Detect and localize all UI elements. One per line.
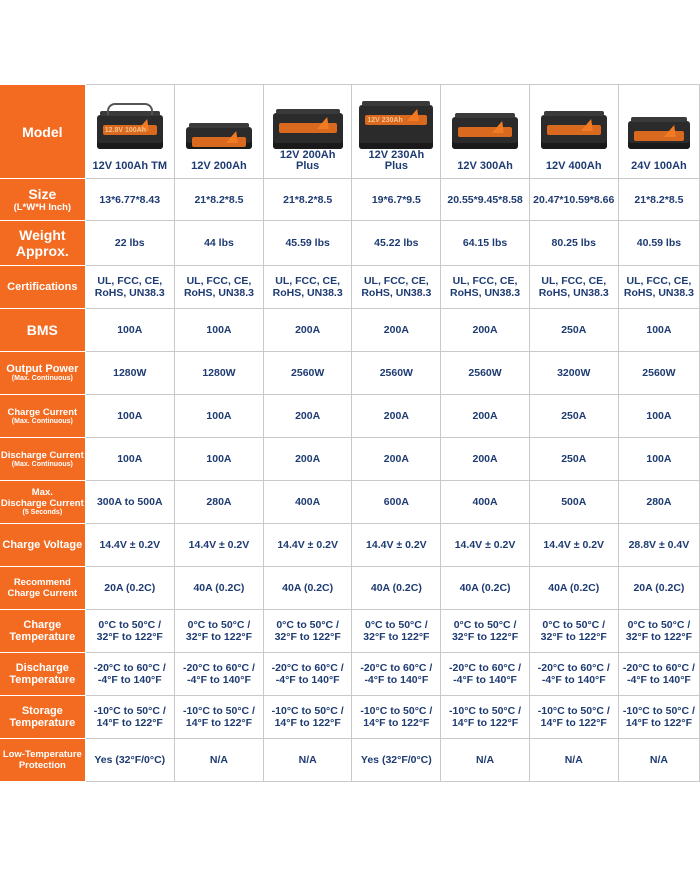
row-weight <box>0 221 700 266</box>
charge-cell: 200A <box>264 395 352 438</box>
st-cell <box>529 696 618 739</box>
label-recommend: Recommend Charge Current <box>0 567 85 610</box>
battery-image <box>264 89 351 149</box>
st-line: -10°C to 50°C / <box>537 705 610 717</box>
voltage-cell: 14.4V ± 0.2V <box>441 524 529 567</box>
recommend-cell: 20A (0.2C) <box>85 567 174 610</box>
dt-cell <box>174 653 263 696</box>
cert-line: UL, FCC, CE, <box>275 275 341 287</box>
output-cell: 2560W <box>618 352 699 395</box>
model-name <box>352 150 440 172</box>
row-discharge-current <box>0 438 700 481</box>
bms-cell: 100A <box>85 309 174 352</box>
dt-cell <box>441 653 529 696</box>
cert-line: RoHS, UN38.3 <box>623 287 694 299</box>
st-line: -10°C to 50°C / <box>93 705 166 717</box>
battery-image <box>352 89 440 149</box>
dt-line: -20°C to 60°C / <box>622 662 695 674</box>
recommend-cell: 40A (0.2C) <box>264 567 352 610</box>
discharge-cell: 200A <box>264 438 352 481</box>
size-cell: 21*8.2*8.5 <box>174 179 263 221</box>
model-name <box>530 161 618 172</box>
model-name-suffix: Plus <box>384 160 408 172</box>
discharge-cell: 100A <box>174 438 263 481</box>
battery-icon <box>273 113 343 149</box>
voltage-cell: 14.4V ± 0.2V <box>174 524 263 567</box>
model-name <box>86 161 174 172</box>
cert-cell <box>264 266 352 309</box>
cert-line: RoHS, UN38.3 <box>94 287 165 299</box>
low_temp-cell: N/A <box>441 739 529 782</box>
row-charge-current <box>0 395 700 438</box>
label-max-discharge: Max. Discharge Current (5 Seconds) <box>0 481 85 524</box>
discharge-cell: 250A <box>529 438 618 481</box>
dt-cell <box>529 653 618 696</box>
st-cell <box>85 696 174 739</box>
label-charge-voltage: Charge Voltage <box>0 524 85 567</box>
ct-line: 0°C to 50°C / <box>98 619 162 631</box>
label-output-power: Output Power (Max. Continuous) <box>0 352 85 395</box>
low_temp-cell: Yes (32°F/0°C) <box>352 739 441 782</box>
ct-line: 32°F to 122°F <box>363 631 430 643</box>
recommend-cell: 40A (0.2C) <box>174 567 263 610</box>
row-bms <box>0 309 700 352</box>
label-certifications: Certifications <box>0 266 85 309</box>
label-discharge-temperature: Discharge Temperature <box>0 653 85 696</box>
ct-line: 0°C to 50°C / <box>542 619 606 631</box>
dt-line: -20°C to 60°C / <box>271 662 344 674</box>
label-discharge-current: Discharge Current (Max. Continuous) <box>0 438 85 481</box>
row-max-discharge <box>0 481 700 524</box>
ct-cell <box>441 610 529 653</box>
st-cell <box>174 696 263 739</box>
model-name <box>175 161 263 172</box>
bms-cell: 100A <box>174 309 263 352</box>
cert-cell <box>85 266 174 309</box>
cert-line: UL, FCC, CE, <box>452 275 518 287</box>
size-cell: 21*8.2*8.5 <box>618 179 699 221</box>
model-name-line: 24V 100Ah <box>631 160 687 172</box>
cert-cell <box>618 266 699 309</box>
st-line: 14°F to 122°F <box>96 717 163 729</box>
cert-line: UL, FCC, CE, <box>541 275 607 287</box>
label-model: Model <box>0 85 85 179</box>
st-line: 14°F to 122°F <box>451 717 519 729</box>
dt-line: -20°C to 60°C / <box>182 662 255 674</box>
model-cell <box>441 85 529 179</box>
discharge-cell: 200A <box>352 438 441 481</box>
voltage-cell: 14.4V ± 0.2V <box>85 524 174 567</box>
ct-cell <box>352 610 441 653</box>
weight-cell: 64.15 lbs <box>441 221 529 266</box>
st-cell <box>352 696 441 739</box>
dt-line: -4°F to 140°F <box>275 674 340 686</box>
st-line: -10°C to 50°C / <box>622 705 695 717</box>
cert-line: RoHS, UN38.3 <box>450 287 521 299</box>
cert-line: RoHS, UN38.3 <box>272 287 343 299</box>
recommend-cell: 20A (0.2C) <box>618 567 699 610</box>
cert-line: RoHS, UN38.3 <box>361 287 432 299</box>
cert-line: RoHS, UN38.3 <box>183 287 254 299</box>
label-charge-current: Charge Current (Max. Continuous) <box>0 395 85 438</box>
cert-line: RoHS, UN38.3 <box>538 287 609 299</box>
st-cell <box>618 696 699 739</box>
st-line: 14°F to 122°F <box>540 717 607 729</box>
charge-cell: 200A <box>352 395 441 438</box>
ct-cell <box>529 610 618 653</box>
output-cell: 1280W <box>85 352 174 395</box>
charge-cell: 200A <box>441 395 529 438</box>
ct-line: 32°F to 122°F <box>451 631 519 643</box>
dt-line: -4°F to 140°F <box>541 674 606 686</box>
size-cell: 13*6.77*8.43 <box>85 179 174 221</box>
voltage-cell: 14.4V ± 0.2V <box>529 524 618 567</box>
cert-line: UL, FCC, CE, <box>97 275 163 287</box>
charge-cell: 250A <box>529 395 618 438</box>
charge-cell: 100A <box>85 395 174 438</box>
max_discharge-cell: 280A <box>174 481 263 524</box>
model-name-line: 12V 230Ah <box>368 149 425 161</box>
output-cell: 2560W <box>352 352 441 395</box>
bms-cell: 100A <box>618 309 699 352</box>
model-cell <box>85 85 174 179</box>
cert-line: UL, FCC, CE, <box>186 275 252 287</box>
recommend-cell: 40A (0.2C) <box>441 567 529 610</box>
voltage-cell: 28.8V ± 0.4V <box>618 524 699 567</box>
dt-line: -4°F to 140°F <box>453 674 517 686</box>
weight-cell: 40.59 lbs <box>618 221 699 266</box>
cert-cell <box>174 266 263 309</box>
dt-line: -20°C to 60°C / <box>360 662 433 674</box>
model-name <box>441 161 528 172</box>
weight-cell: 45.59 lbs <box>264 221 352 266</box>
row-discharge-temperature <box>0 653 700 696</box>
dt-cell <box>618 653 699 696</box>
row-size <box>0 179 700 221</box>
battery-icon <box>452 117 518 149</box>
model-name-suffix: Plus <box>296 160 320 172</box>
voltage-cell: 14.4V ± 0.2V <box>264 524 352 567</box>
battery-label: 12.8V 100Ah <box>104 127 146 134</box>
dt-cell <box>264 653 352 696</box>
discharge-cell: 100A <box>618 438 699 481</box>
st-line: 14°F to 122°F <box>185 717 253 729</box>
output-cell: 3200W <box>529 352 618 395</box>
label-storage-temperature: Storage Temperature <box>0 696 85 739</box>
st-cell <box>441 696 529 739</box>
dt-line: -20°C to 60°C / <box>93 662 166 674</box>
cert-line: UL, FCC, CE, <box>626 275 692 287</box>
model-cell <box>529 85 618 179</box>
cert-cell <box>529 266 618 309</box>
weight-cell: 45.22 lbs <box>352 221 441 266</box>
recommend-cell: 40A (0.2C) <box>529 567 618 610</box>
output-cell: 1280W <box>174 352 263 395</box>
model-name <box>619 161 699 172</box>
output-cell: 2560W <box>441 352 529 395</box>
cert-cell <box>352 266 441 309</box>
ct-line: 32°F to 122°F <box>274 631 341 643</box>
row-recommend <box>0 567 700 610</box>
ct-line: 0°C to 50°C / <box>365 619 428 631</box>
ct-line: 0°C to 50°C / <box>453 619 517 631</box>
dt-line: -20°C to 60°C / <box>537 662 610 674</box>
bms-cell: 200A <box>441 309 529 352</box>
low_temp-cell: N/A <box>618 739 699 782</box>
model-name-line: 12V 100Ah TM <box>92 160 168 172</box>
st-line: -10°C to 50°C / <box>182 705 255 717</box>
battery-icon <box>97 115 163 149</box>
discharge-cell: 200A <box>441 438 529 481</box>
row-output-power <box>0 352 700 395</box>
label-charge-temperature: Charge Temperature <box>0 610 85 653</box>
model-name-line: 12V 300Ah <box>457 160 513 172</box>
low_temp-cell: N/A <box>264 739 352 782</box>
low_temp-cell: Yes (32°F/0°C) <box>85 739 174 782</box>
ct-line: 0°C to 50°C / <box>187 619 251 631</box>
st-line: 14°F to 122°F <box>274 717 341 729</box>
dt-cell <box>352 653 441 696</box>
max_discharge-cell: 600A <box>352 481 441 524</box>
ct-line: 32°F to 122°F <box>96 631 163 643</box>
st-cell <box>264 696 352 739</box>
battery-icon <box>186 127 252 149</box>
label-size: Size (L*W*H Inch) <box>0 179 85 221</box>
battery-icon <box>541 115 607 149</box>
charge-cell: 100A <box>174 395 263 438</box>
voltage-cell: 14.4V ± 0.2V <box>352 524 441 567</box>
bms-cell: 200A <box>264 309 352 352</box>
model-name-line: 12V 200Ah <box>279 149 336 161</box>
dt-line: -4°F to 140°F <box>97 674 162 686</box>
battery-image <box>441 89 528 149</box>
model-name <box>264 150 351 172</box>
size-cell: 21*8.2*8.5 <box>264 179 352 221</box>
ct-cell <box>264 610 352 653</box>
row-certifications <box>0 266 700 309</box>
row-charge-voltage <box>0 524 700 567</box>
bms-cell: 250A <box>529 309 618 352</box>
ct-cell <box>85 610 174 653</box>
dt-line: -20°C to 60°C / <box>449 662 522 674</box>
label-weight: Weight Approx. <box>0 221 85 266</box>
dt-line: -4°F to 140°F <box>364 674 429 686</box>
ct-line: 32°F to 122°F <box>185 631 253 643</box>
battery-image <box>530 89 618 149</box>
label-bms: BMS <box>0 309 85 352</box>
size-cell: 19*6.7*9.5 <box>352 179 441 221</box>
ct-line: 32°F to 122°F <box>625 631 692 643</box>
st-line: -10°C to 50°C / <box>360 705 433 717</box>
label-low-temperature: Low-Temperature Protection <box>0 739 85 782</box>
battery-icon <box>359 105 433 149</box>
ct-line: 0°C to 50°C / <box>627 619 691 631</box>
battery-icon <box>628 121 690 149</box>
output-cell: 2560W <box>264 352 352 395</box>
st-line: -10°C to 50°C / <box>449 705 522 717</box>
max_discharge-cell: 400A <box>264 481 352 524</box>
ct-line: 32°F to 122°F <box>540 631 607 643</box>
st-line: -10°C to 50°C / <box>271 705 344 717</box>
low_temp-cell: N/A <box>529 739 618 782</box>
model-name-line: 12V 400Ah <box>545 160 602 172</box>
size-cell: 20.47*10.59*8.66 <box>529 179 618 221</box>
battery-image <box>175 89 263 149</box>
size-cell: 20.55*9.45*8.58 <box>441 179 529 221</box>
row-model <box>0 85 700 179</box>
row-low-temperature <box>0 739 700 782</box>
model-name-line: 12V 200Ah <box>191 160 247 172</box>
cert-line: UL, FCC, CE, <box>363 275 429 287</box>
weight-cell: 44 lbs <box>174 221 263 266</box>
max_discharge-cell: 500A <box>529 481 618 524</box>
weight-cell: 80.25 lbs <box>529 221 618 266</box>
model-cell <box>174 85 263 179</box>
st-line: 14°F to 122°F <box>625 717 692 729</box>
cert-cell <box>441 266 529 309</box>
ct-line: 0°C to 50°C / <box>276 619 339 631</box>
battery-image <box>86 89 174 149</box>
max_discharge-cell: 280A <box>618 481 699 524</box>
charge-cell: 100A <box>618 395 699 438</box>
model-cell <box>264 85 352 179</box>
recommend-cell: 40A (0.2C) <box>352 567 441 610</box>
ct-cell <box>618 610 699 653</box>
bms-cell: 200A <box>352 309 441 352</box>
battery-label: 12V 230Ah <box>367 117 403 124</box>
dt-line: -4°F to 140°F <box>627 674 691 686</box>
model-cell <box>352 85 441 179</box>
max_discharge-cell: 300A to 500A <box>85 481 174 524</box>
model-cell <box>618 85 699 179</box>
battery-image <box>619 89 699 149</box>
st-line: 14°F to 122°F <box>363 717 430 729</box>
row-storage-temperature <box>0 696 700 739</box>
weight-cell: 22 lbs <box>85 221 174 266</box>
ct-cell <box>174 610 263 653</box>
spec-table <box>0 84 700 782</box>
max_discharge-cell: 400A <box>441 481 529 524</box>
dt-line: -4°F to 140°F <box>187 674 251 686</box>
dt-cell <box>85 653 174 696</box>
low_temp-cell: N/A <box>174 739 263 782</box>
discharge-cell: 100A <box>85 438 174 481</box>
row-charge-temperature <box>0 610 700 653</box>
